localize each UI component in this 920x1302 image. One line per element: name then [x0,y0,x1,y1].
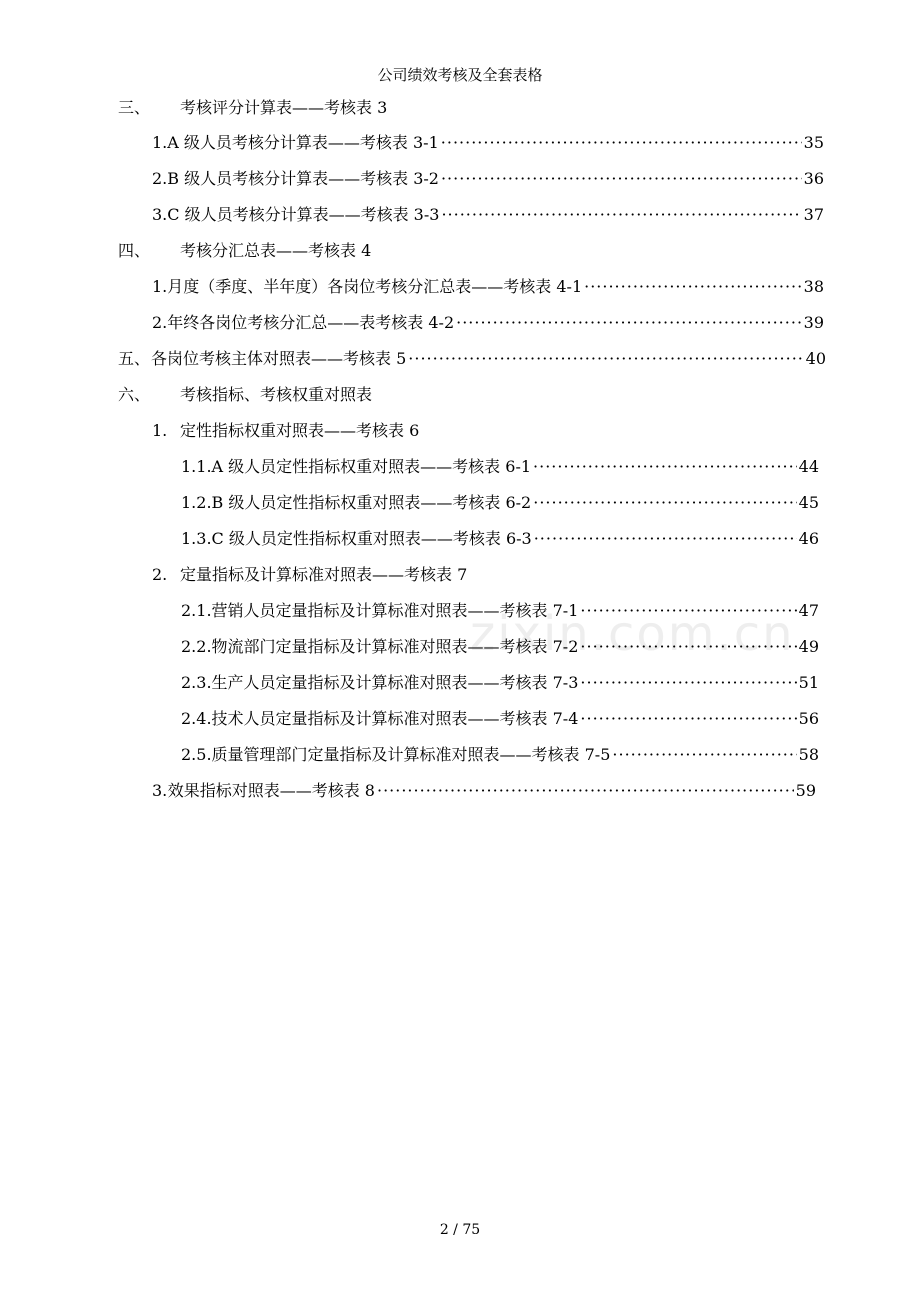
toc-entry[interactable] [152,779,816,803]
toc-title: 物流部门定量指标及计算标准对照表——考核表 7-2 [211,637,579,656]
toc-page-number: 45 [798,493,819,512]
toc-title: C 级人员定性指标权重对照表——考核表 6-3 [211,529,532,548]
toc-title: 考核指标、考核权重对照表 [180,385,373,404]
page-header: 公司绩效考核及全套表格 [377,66,543,84]
toc-number: 五、 [118,349,151,368]
toc-page-number: 51 [798,673,819,692]
toc-title: 各岗位考核主体对照表——考核表 5 [151,349,407,368]
toc-leader-dots [612,743,796,767]
toc-leader-dots [441,131,802,155]
toc-leader-dots [377,779,794,803]
page-indicator: 2 / 75 [439,1222,481,1238]
toc-title: 考核分汇总表——考核表 4 [180,241,372,260]
toc-number: 2.3. [181,673,212,692]
toc-entry[interactable] [181,635,819,659]
toc-entry[interactable] [152,563,824,587]
toc-leader-dots [441,203,801,227]
toc-page-number: 56 [798,709,819,728]
toc-number: 2.4. [181,709,212,728]
toc-page-number: 35 [803,133,824,152]
toc-number: 六、 [118,385,151,404]
toc-number: 2.2. [181,637,212,656]
toc-entry[interactable] [118,347,826,371]
toc-title: 营销人员定量指标及计算标准对照表——考核表 7-1 [211,601,579,620]
toc-leader-dots [580,599,796,623]
toc-title: 定量指标及计算标准对照表——考核表 7 [180,565,468,584]
toc-page-number: 44 [798,457,819,476]
toc-page-number: 37 [803,205,824,224]
toc-title: A 级人员定性指标权重对照表——考核表 6-1 [211,457,532,476]
toc-title: 效果指标对照表——考核表 8 [167,781,375,800]
toc-leader-dots [534,527,797,551]
toc-title: B 级人员考核分计算表——考核表 3-2 [167,169,439,188]
toc-entry[interactable] [152,203,824,227]
toc-title: B 级人员定性指标权重对照表——考核表 6-2 [211,493,532,512]
toc-leader-dots [580,635,796,659]
toc-page-number: 47 [798,601,819,620]
toc-leader-dots [441,167,802,191]
toc-page-number: 58 [798,745,819,764]
toc-number: 1. [152,133,168,152]
toc-title: 考核评分计算表——考核表 3 [180,98,388,117]
toc-page-number: 49 [798,637,819,656]
toc-number: 1. [152,277,168,296]
toc-title: 质量管理部门定量指标及计算标准对照表——考核表 7-5 [211,745,611,764]
toc-leader-dots [580,707,796,731]
toc-number: 1.2. [181,493,212,512]
toc-title: 生产人员定量指标及计算标准对照表——考核表 7-3 [211,673,579,692]
toc-entry[interactable] [152,131,824,155]
toc-title: 月度（季度、半年度）各岗位考核分汇总表——考核表 4-1 [167,277,583,296]
toc-leader-dots [408,347,803,371]
toc-number: 3. [152,781,168,800]
toc-entry[interactable] [152,167,824,191]
toc-page-number: 59 [795,781,816,800]
toc-entry[interactable] [181,491,819,515]
toc-leader-dots [533,455,797,479]
toc-number: 1.3. [181,529,212,548]
toc-page-number: 40 [805,349,826,368]
toc-number: 2. [152,169,168,188]
toc-leader-dots [580,671,796,695]
toc-title: 年终各岗位考核分汇总——表考核表 4-2 [167,313,455,332]
toc-page-number: 36 [803,169,824,188]
toc-number: 2. [152,565,168,584]
toc-entry[interactable] [152,419,824,443]
toc-page-number: 38 [803,277,824,296]
toc-entry[interactable] [181,743,819,767]
toc-entry[interactable] [181,599,819,623]
toc-entry[interactable] [181,455,819,479]
toc-leader-dots [584,275,802,299]
toc-number: 2.5. [181,745,212,764]
toc-number: 2.1. [181,601,212,620]
toc-entry[interactable] [152,311,824,335]
toc-number: 1.1. [181,457,212,476]
toc-entry[interactable] [181,527,819,551]
toc-entry[interactable] [118,383,818,407]
toc-title: C 级人员考核分计算表——考核表 3-3 [167,205,440,224]
toc-entry[interactable] [152,275,824,299]
toc-number: 1. [152,421,168,440]
toc-number: 四、 [118,241,151,260]
toc-number: 2. [152,313,168,332]
toc-number: 三、 [118,98,151,117]
toc-page-number: 46 [798,529,819,548]
toc-leader-dots [456,311,802,335]
toc-page-number: 39 [803,313,824,332]
toc-title: 技术人员定量指标及计算标准对照表——考核表 7-4 [211,709,579,728]
toc-leader-dots [533,491,796,515]
toc-entry[interactable] [181,707,819,731]
toc-number: 3. [152,205,168,224]
toc-title: 定性指标权重对照表——考核表 6 [180,421,420,440]
toc-entry[interactable] [118,96,818,120]
watermark: zixin.com.cn [470,606,795,662]
toc-entry[interactable] [118,239,818,263]
toc-entry[interactable] [181,671,819,695]
toc-title: A 级人员考核分计算表——考核表 3-1 [167,133,439,152]
